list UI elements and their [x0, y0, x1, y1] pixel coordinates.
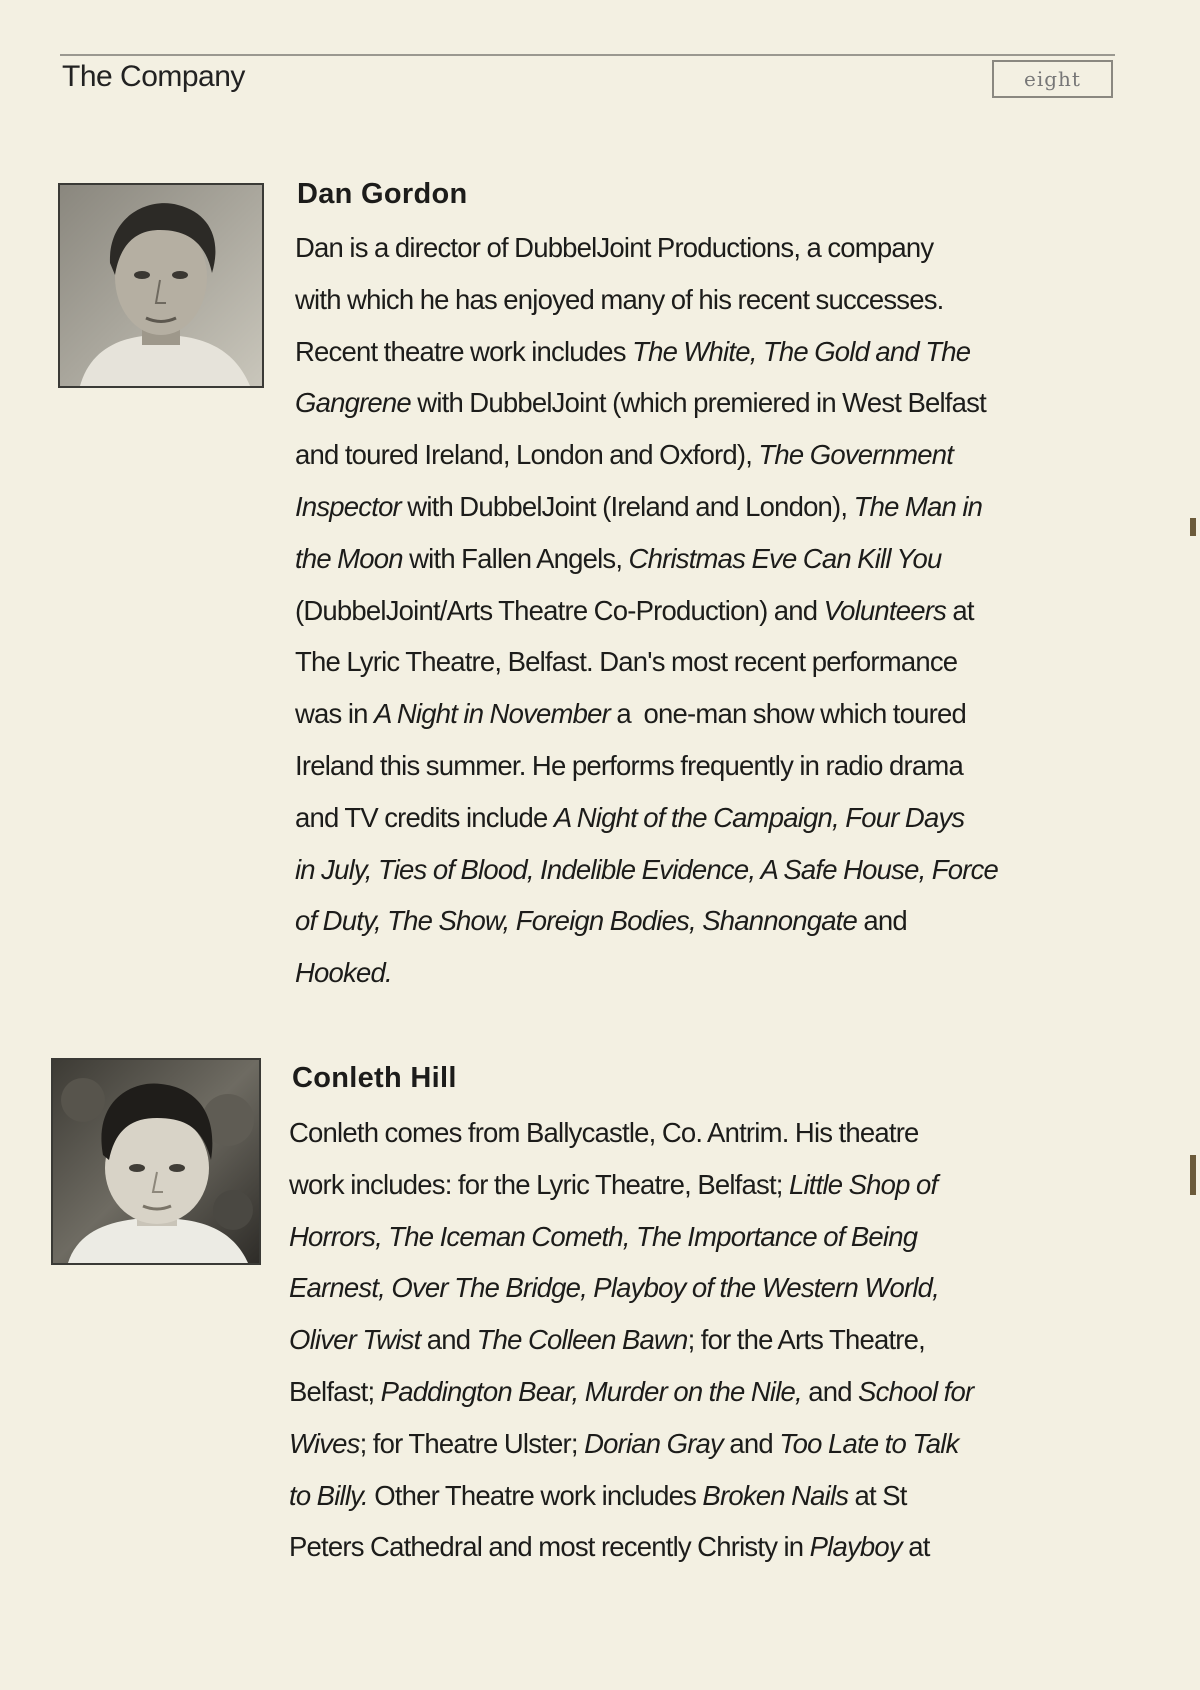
bio-title-text: Broken Nails — [702, 1479, 849, 1511]
bio-title-text: School for — [858, 1375, 974, 1407]
bio-line — [295, 947, 1125, 999]
bio-title-text: of Duty, The Show, Foreign Bodies, Shannongate — [295, 905, 858, 937]
bio-dan-gordon — [295, 222, 1125, 999]
bio-text: with DubbelJoint (which premiered in West Belfast — [410, 387, 986, 419]
bio-title-text: Hooked. — [295, 957, 392, 989]
bio-title-text: The Government — [758, 439, 954, 471]
bio-title-text: Earnest, Over The Bridge, Playboy of the Western World, — [289, 1272, 939, 1304]
bio-text: ; for Theatre Ulster; — [359, 1427, 585, 1459]
bio-title-text: The White, The Gold and The — [632, 335, 971, 367]
bio-text: The Lyric Theatre, Belfast. Dan's most recent performance — [295, 646, 958, 678]
bio-text: Peters Cathedral and most recently Christy in — [289, 1531, 810, 1563]
bio-text: and — [723, 1427, 780, 1459]
bio-line — [289, 1107, 1119, 1159]
section-title: The Company — [62, 60, 245, 93]
bio-line — [295, 844, 1125, 896]
bio-title-text: Little Shop of — [788, 1168, 938, 1200]
name-dan-gordon: Dan Gordon — [297, 178, 468, 210]
bio-text: with DubbelJoint (Ireland and London), — [400, 490, 854, 522]
bio-title-text: Dorian Gray — [584, 1427, 724, 1459]
bio-title-text: to Billy. — [289, 1479, 368, 1511]
bio-text: with which he has enjoyed many of his recent successes. — [295, 283, 944, 315]
bio-text: Ireland this summer. He performs frequently in radio drama — [295, 749, 963, 781]
bio-text: work includes: for the Lyric Theatre, Belfast; — [289, 1168, 789, 1200]
bio-text: Other Theatre work includes — [367, 1479, 703, 1511]
bio-text: Conleth comes from Ballycastle, Co. Antrim. His theatre — [289, 1117, 919, 1148]
bio-text: a one-man show which toured — [610, 698, 966, 730]
bio-line — [295, 429, 1125, 481]
bio-text: was in — [295, 698, 374, 730]
bio-line — [295, 222, 1125, 274]
bio-line — [289, 1418, 1119, 1470]
bio-text: Recent theatre work includes — [295, 335, 633, 367]
bio-title-text: Inspector — [295, 490, 401, 522]
bio-line — [289, 1521, 1119, 1573]
page-number-box: eight — [992, 60, 1113, 98]
bio-title-text: Oliver Twist — [289, 1324, 421, 1356]
photo-conleth-hill — [51, 1058, 261, 1265]
bio-title-text: The Man in — [853, 490, 983, 522]
bio-text: Belfast; — [289, 1375, 381, 1407]
bio-line — [295, 636, 1125, 688]
bio-text: and TV credits include — [295, 801, 554, 833]
bio-text: and — [857, 905, 907, 937]
bio-text: and toured Ireland, London and Oxford), — [295, 439, 759, 471]
bio-line — [295, 481, 1125, 533]
bio-title-text: Wives — [289, 1427, 360, 1459]
bio-title-text: Paddington Bear, Murder on the Nile, — [380, 1375, 802, 1407]
bio-text: Dan is a director of DubbelJoint Productions, a company — [295, 232, 934, 263]
bio-title-text: Gangrene — [295, 387, 411, 419]
bio-text: at — [946, 594, 974, 626]
bio-line — [289, 1366, 1119, 1418]
bio-title-text: A Night of the Campaign, Four Days — [553, 801, 965, 833]
bio-title-text: A Night in November — [374, 698, 610, 730]
bio-line — [289, 1159, 1119, 1211]
header-rule — [60, 54, 1115, 56]
bio-title-text: The Colleen Bawn — [476, 1324, 688, 1356]
bio-text: with Fallen Angels, — [402, 542, 629, 574]
bio-line — [295, 533, 1125, 585]
bio-title-text: Too Late to Talk — [779, 1427, 959, 1459]
bio-text: at St — [848, 1479, 907, 1511]
headshot-portrait-icon — [60, 185, 262, 386]
bio-line — [295, 895, 1125, 947]
bio-line — [295, 585, 1125, 637]
bio-text: and — [801, 1375, 859, 1407]
bio-title-text: Volunteers — [823, 594, 947, 626]
bio-title-text: Playboy — [809, 1531, 902, 1563]
bio-text: at — [901, 1531, 930, 1563]
bio-line — [289, 1314, 1119, 1366]
photo-dan-gordon — [58, 183, 264, 388]
bio-line — [295, 740, 1125, 792]
bio-line — [295, 274, 1125, 326]
bio-title-text: Christmas Eve Can Kill You — [628, 542, 942, 574]
bio-line — [295, 688, 1125, 740]
bio-text: ; for the Arts Theatre, — [687, 1324, 925, 1356]
bio-text: and — [420, 1324, 477, 1356]
binding-mark — [1190, 518, 1196, 536]
bio-title-text: in July, Ties of Blood, Indelible Evidence, A Safe House, Force — [295, 853, 999, 885]
bio-title-text: the Moon — [295, 542, 403, 574]
bio-line — [295, 377, 1125, 429]
bio-conleth-hill — [289, 1107, 1119, 1573]
bio-line — [289, 1262, 1119, 1314]
bio-line — [289, 1470, 1119, 1522]
bio-line — [295, 792, 1125, 844]
bio-line — [295, 326, 1125, 378]
name-conleth-hill: Conleth Hill — [292, 1062, 457, 1094]
bio-text: (DubbelJoint/Arts Theatre Co-Production) and — [295, 594, 824, 626]
bio-title-text: Horrors, The Iceman Cometh, The Importance of Being — [289, 1220, 918, 1252]
binding-mark — [1190, 1155, 1196, 1195]
bio-line — [289, 1211, 1119, 1263]
headshot-portrait-icon — [53, 1060, 259, 1263]
